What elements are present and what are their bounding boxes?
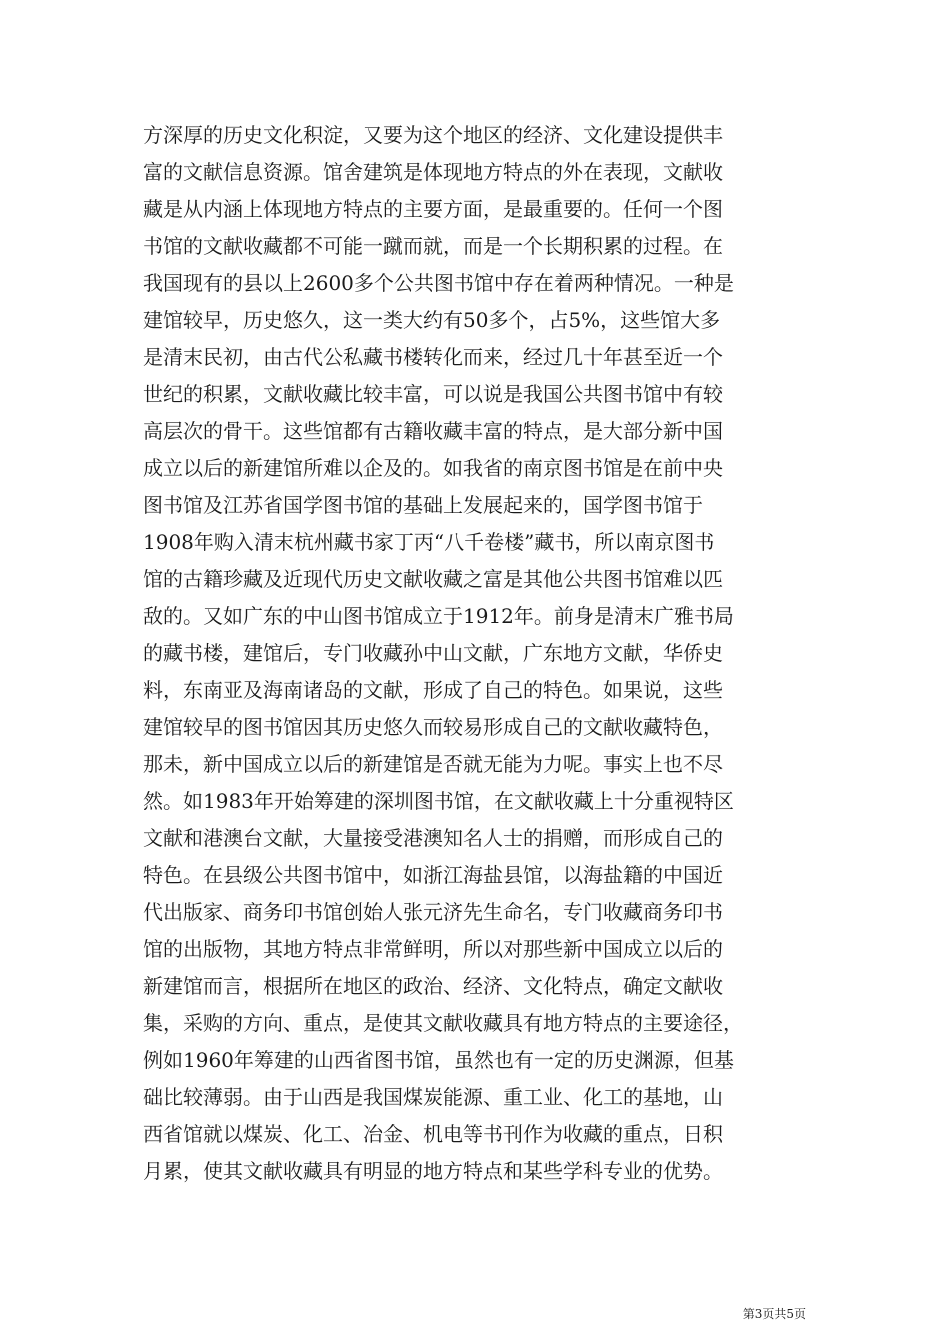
body-paragraph: 方深厚的历史文化积淀，又要为这个地区的经济、文化建设提供丰 富的文献信息资源。馆舍建筑是体现地方特点的外在表现，文献收 藏是从内涵上体现地方特点的主要方面，是最重要的。任何一个图 书馆的文献收藏都不可能一蹴而就，而是一个长期积累的过程。在 我国现有的县以上2600多个公共图书馆中存在着两种情况。一种是 建馆较早，历史悠久，这一类大约有50多个，占5%，这些馆大多 是清末民初，由古代公私藏书楼转化而来，经过几十年甚至近一个 世纪的积累，文献收藏比较丰富，可以说是我国公共图书馆中有较 高层次的骨干。这些馆都有古籍收藏丰富的特点，是大部分新中国 成立以后的新建馆所难以企及的。如我省的南京图书馆是在前中央 图书馆及江苏省国学图书馆的基础上发展起来的，国学图书馆于 1908年购入清末杭州藏书家丁丙“八千卷楼”藏书，所以南京图书 馆的古籍珍藏及近现代历史文献收藏之富是其他公共图书馆难以匹 敌的。又如广东的中山图书馆成立于1912年。前身是清末广雅书局 的藏书楼，建馆后，专门收藏孙中山文献，广东地方文献，华侨史 料，东南亚及海南诸岛的文献，形成了自己的特色。如果说，这些 建馆较早的图书馆因其历史悠久而较易形成自己的文献收藏特色， 那未，新中国成立以后的新建馆是否就无能为力呢。事实上也不尽 然。如1983年开始筹建的深圳图书馆，在文献收藏上十分重视特区 文献和港澳台文献，大量接受港澳知名人士的捐赠，而形成自己的 特色。在县级公共图书馆中，如浙江海盐县馆，以海盐籍的中国近 代出版家、商务印书馆创始人张元济先生命名，专门收藏商务印书 馆的出版物，其地方特点非常鲜明，所以对那些新中国成立以后的 新建馆而言，根据所在地区的政治、经济、文化特点，确定文献收 集，采购的方向、重点，是使其文献收藏具有地方特点的主要途径， 例如1960年筹建的山西省图书馆，虽然也有一定的历史渊源，但基 础比较薄弱。由于山西是我国煤炭能源、重工业、化工的基地，山 西省馆就以煤炭、化工、冶金、机电等书刊作为收藏的重点，日积 月累，使其文献收藏具有明显的地方特点和某些学科专业的优势。 (143, 123, 743, 1183)
page-number-footer: 第3页共5页 (742, 1307, 806, 1321)
